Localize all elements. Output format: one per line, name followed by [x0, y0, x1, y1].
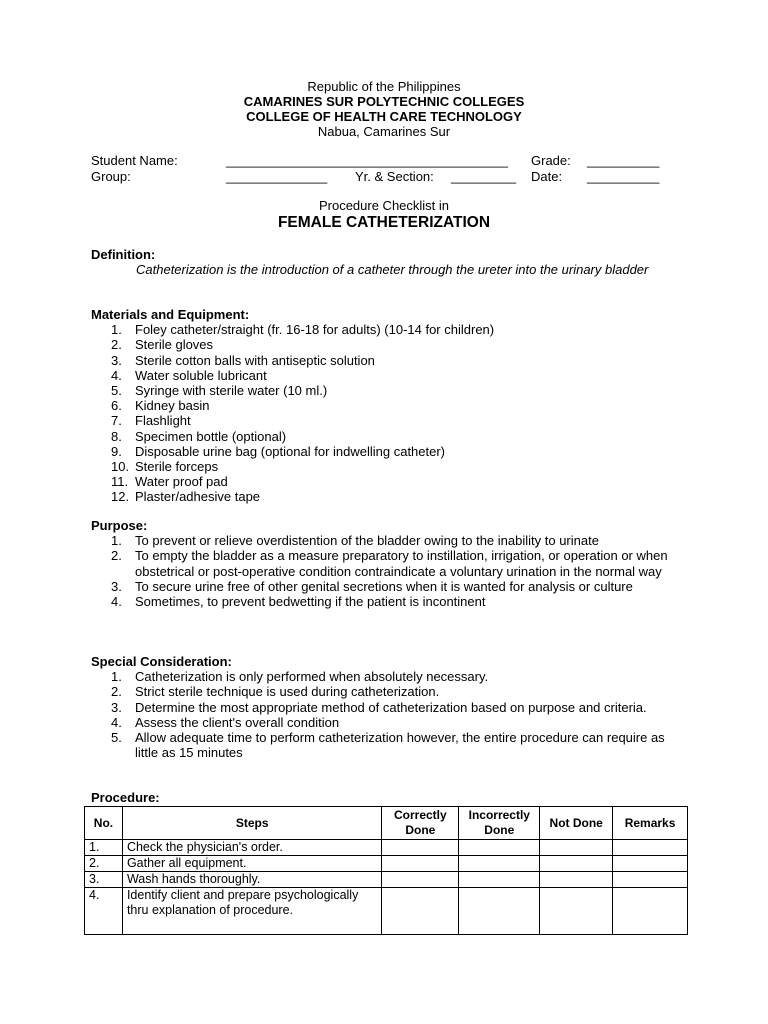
table-header-row [85, 807, 688, 840]
column-header-correctly-done: Correctly Done [382, 807, 459, 840]
step-number: 4. [85, 888, 123, 935]
step-text: Identify client and prepare psychologically thru explanation of procedure. [122, 888, 381, 935]
list-item: 2. Strict sterile technique is used during catheterization. [111, 684, 440, 700]
column-header-remarks: Remarks [613, 807, 688, 840]
materials-section [91, 307, 691, 505]
table-row [85, 840, 688, 856]
list-item: 5. Syringe with sterile water (10 ml.) [111, 383, 328, 399]
student-info-fields [91, 153, 691, 184]
purpose-list [91, 533, 691, 609]
not-done-cell[interactable] [540, 856, 613, 872]
remarks-cell[interactable] [613, 840, 688, 856]
purpose-heading: Purpose: [91, 518, 148, 533]
step-text: Wash hands thoroughly. [122, 872, 381, 888]
list-item: 4. Sometimes, to prevent bedwetting if the patient is incontinent [111, 594, 486, 610]
remarks-cell[interactable] [613, 888, 688, 935]
header-college-name: CAMARINES SUR POLYTECHNIC COLLEGES [243, 94, 525, 109]
list-item: 3. Sterile cotton balls with antiseptic solution [111, 352, 375, 368]
remarks-cell[interactable] [613, 856, 688, 872]
list-item: 12. Plaster/adhesive tape [111, 489, 261, 505]
list-item: 3. To secure urine free of other genital secretions when it is wanted for analysis or culture [111, 578, 633, 594]
list-item: 6. Kidney basin [111, 398, 210, 414]
list-item: 7. Flashlight [111, 413, 191, 429]
title-subheading: Procedure Checklist in [318, 198, 450, 213]
grade-blank: __________ [587, 153, 660, 168]
special-consideration-heading: Special Consideration: [91, 654, 232, 669]
definition-text: Catheterization is the introduction of a catheter through the ureter into the urinary bladder [136, 262, 649, 278]
materials-list [91, 322, 691, 504]
column-header-incorrectly-done: Incorrectly Done [459, 807, 540, 840]
list-item: 9. Disposable urine bag (optional for indwelling catheter) [111, 443, 446, 459]
table-row [85, 872, 688, 888]
header-department: COLLEGE OF HEALTH CARE TECHNOLOGY [246, 109, 522, 124]
step-text: Check the physician's order. [122, 840, 381, 856]
remarks-cell[interactable] [613, 872, 688, 888]
not-done-cell[interactable] [540, 840, 613, 856]
list-item: 3. Determine the most appropriate method of catheterization based on purpose and criteria. [111, 699, 647, 715]
definition-heading: Definition: [91, 247, 156, 262]
list-item: 10. Sterile forceps [111, 459, 219, 475]
materials-heading: Materials and Equipment: [91, 307, 250, 322]
date-blank: __________ [587, 168, 660, 184]
correctly-done-cell[interactable] [382, 856, 459, 872]
document-header [0, 79, 768, 139]
yr-section-label: Yr. & Section: [355, 168, 434, 184]
correctly-done-cell[interactable] [382, 888, 459, 935]
list-item: 1. To prevent or relieve overdistention of the bladder owing to the inability to urinate [111, 533, 599, 549]
incorrectly-done-cell[interactable] [459, 840, 540, 856]
table-row [85, 888, 688, 935]
incorrectly-done-cell[interactable] [459, 856, 540, 872]
group-row [91, 169, 691, 185]
group-blank: ______________ [226, 168, 328, 184]
header-republic: Republic of the Philippines [307, 79, 461, 94]
purpose-section [91, 518, 691, 609]
special-consideration-section [91, 654, 691, 760]
step-number: 3. [85, 872, 123, 888]
title-block [0, 198, 768, 233]
correctly-done-cell[interactable] [382, 840, 459, 856]
procedure-heading: Procedure: [91, 790, 160, 805]
step-text: Gather all equipment. [122, 856, 381, 872]
list-item: 8. Specimen bottle (optional) [111, 428, 287, 444]
table-row [85, 856, 688, 872]
not-done-cell[interactable] [540, 888, 613, 935]
yr-section-blank: _________ [451, 168, 517, 184]
incorrectly-done-cell[interactable] [459, 888, 540, 935]
procedure-table [84, 806, 688, 935]
list-item: 1. Foley catheter/straight (fr. 16-18 for adults) (10-14 for children) [111, 322, 495, 338]
student-name-row [91, 153, 691, 169]
procedure-section [91, 790, 691, 805]
list-item: 1. Catheterization is only performed when absolutely necessary. [111, 669, 489, 685]
definition-section [91, 247, 691, 277]
column-header-steps: Steps [122, 807, 381, 840]
not-done-cell[interactable] [540, 872, 613, 888]
correctly-done-cell[interactable] [382, 872, 459, 888]
document-title: FEMALE CATHETERIZATION [277, 214, 491, 231]
header-location: Nabua, Camarines Sur [317, 124, 451, 139]
column-header-not-done: Not Done [540, 807, 613, 840]
list-item: 5. Allow adequate time to perform catheterization however, the entire procedure can require as little as 15 minutes [111, 730, 665, 761]
incorrectly-done-cell[interactable] [459, 872, 540, 888]
special-consideration-list [91, 669, 691, 760]
group-label: Group: [91, 168, 131, 184]
step-number: 1. [85, 840, 123, 856]
date-label: Date: [531, 168, 563, 184]
step-number: 2. [85, 856, 123, 872]
list-item: 4. Water soluble lubricant [111, 367, 267, 383]
grade-label: Grade: [531, 153, 571, 168]
list-item: 2. To empty the bladder as a measure preparatory to instillation, irrigation, or operation or when obstetrical or post-operative condition contraindicate a voluntary urination in the normal way [111, 548, 668, 579]
student-name-label: Student Name: [91, 153, 178, 168]
list-item: 11. Water proof pad [111, 474, 228, 490]
student-name-blank: _______________________________________ [226, 153, 508, 168]
list-item: 2. Sterile gloves [111, 337, 214, 353]
list-item: 4. Assess the client's overall condition [111, 714, 340, 730]
column-header-no: No. [85, 807, 123, 840]
